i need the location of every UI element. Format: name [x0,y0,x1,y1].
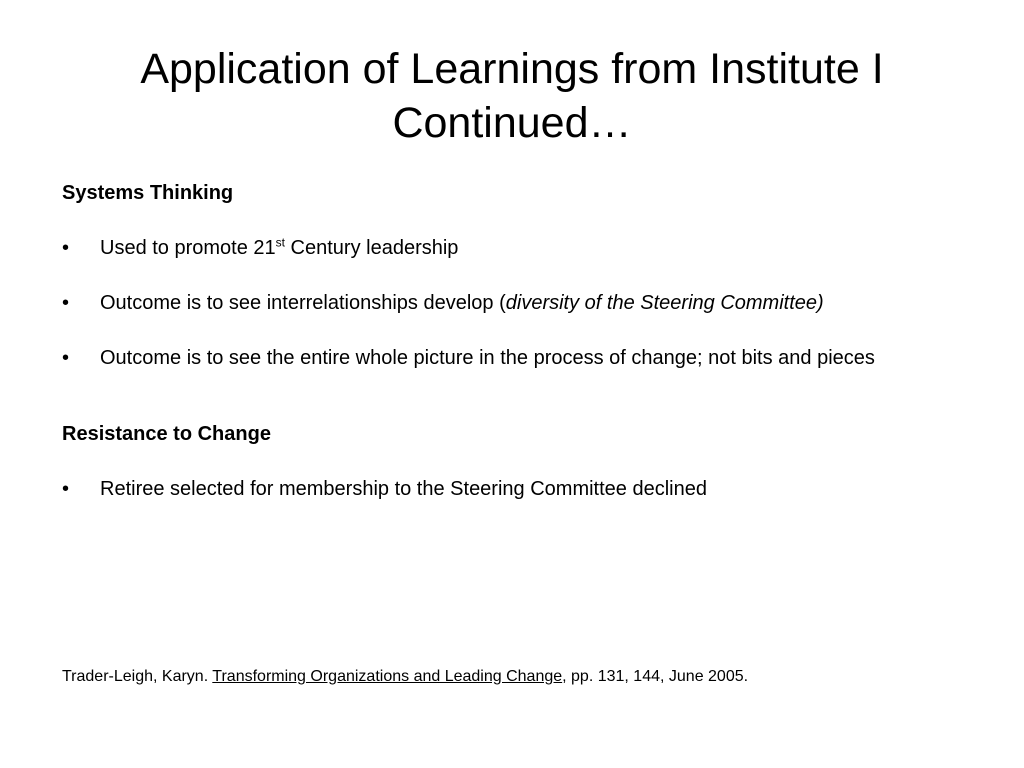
bullet-text-part: Century leadership [285,237,459,259]
citation-details: , pp. 131, 144, June 2005. [562,668,749,685]
bullet-item [62,237,962,259]
bullet-text: Retiree selected for membership to the Steering Committee declined [100,478,707,500]
bullet-item [62,478,962,500]
bullet-text-part: Outcome is to see interrelationships develop ( [100,292,506,314]
bullet-text [100,237,962,259]
citation-book-title: Transforming Organizations and Leading Change [212,668,563,685]
bullet-text-part: Used to promote 21 [100,237,276,259]
bullet-icon: • [62,347,70,369]
section-heading-resistance-to-change: Resistance to Change [62,423,271,445]
bullet-icon: • [62,237,70,259]
ordinal-suffix: st [275,235,285,250]
bullet-item [62,347,962,369]
slide-title: Application of Learnings from Institute I Continued… [140,45,884,147]
bullet-icon: • [62,478,70,500]
citation-author: Trader-Leigh, Karyn. [62,668,213,685]
bullet-text-italic: diversity of the Steering Committee) [505,292,824,314]
citation [62,667,748,687]
bullet-item [62,292,962,314]
bullet-icon: • [62,292,70,314]
bullet-text [100,292,962,314]
section-heading-systems-thinking: Systems Thinking [62,182,234,204]
bullet-text: Outcome is to see the entire whole picture in the process of change; not bits and pieces [100,347,875,369]
